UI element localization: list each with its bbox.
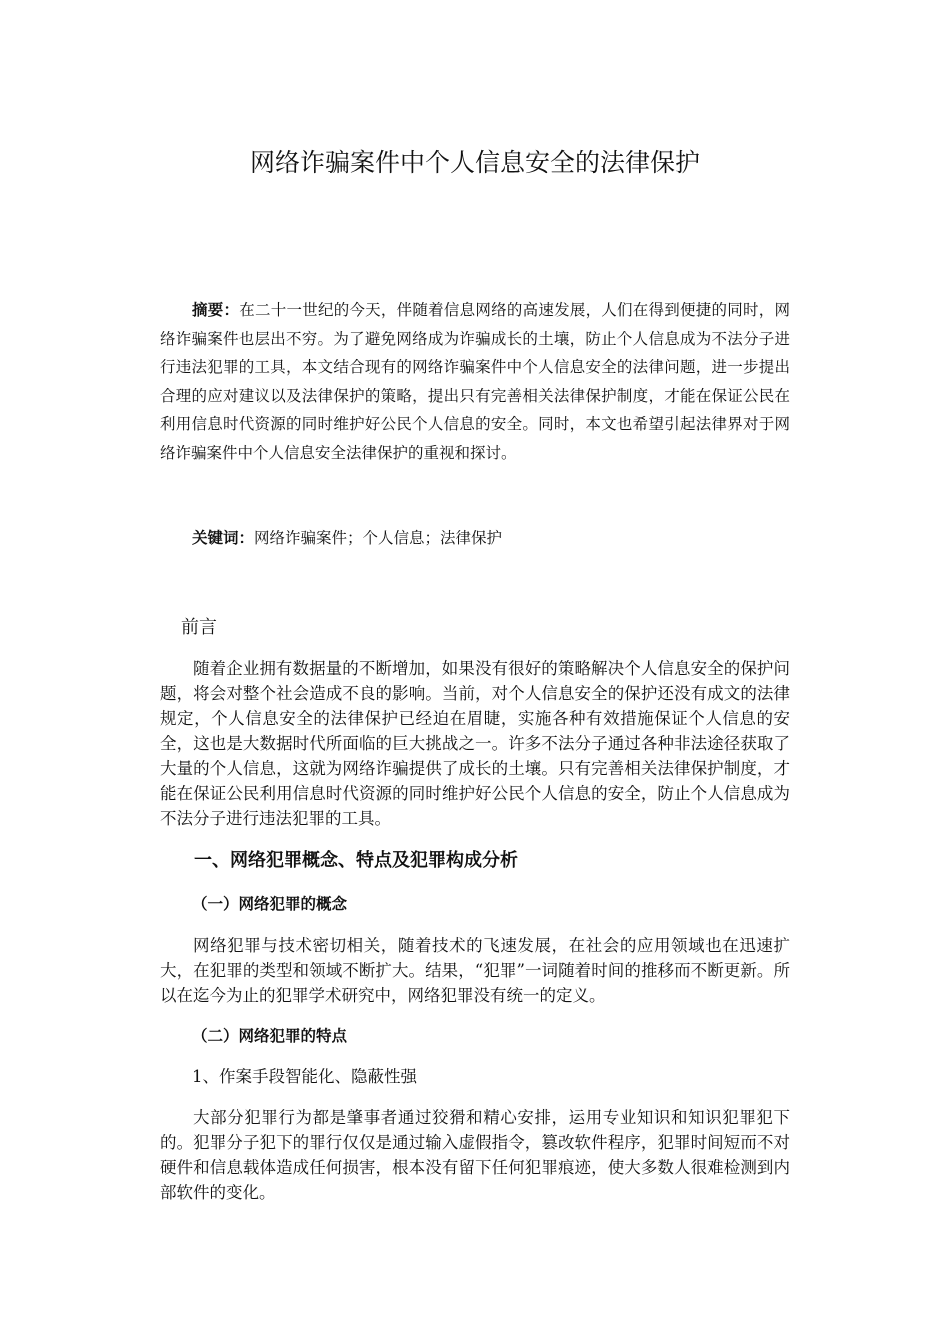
subsection-heading-features: （二）网络犯罪的特点: [192, 1027, 348, 1045]
preface-paragraph: 随着企业拥有数据量的不断增加，如果没有很好的策略解决个人信息安全的保护问题，将会对整个社会造成不良的影响。当前，对个人信息安全的保护还没有成文的法律规定，个人信息安全的法律保护已经迫在眉睫，实施各种有效措施保证个人信息的安全，这也是大数据时代所面临的巨大挑战之一。许多不法分子通过各种非法途径获取了大量的个人信息，这就为网络诈骗提供了成长的土壤。只有完善相关法律保护制度，才能在保证公民利用信息时代资源的同时维护好公民个人信息的安全，防止个人信息成为不法分子进行违法犯罪的工具。: [160, 659, 790, 828]
keywords-text: 网络诈骗案件；个人信息；法律保护: [254, 529, 503, 547]
keywords-line: [192, 524, 792, 552]
concept-paragraph: 网络犯罪与技术密切相关，随着技术的飞速发展，在社会的应用领域也在迅速扩大，在犯罪的类型和领域不断扩大。结果，“犯罪”一词随着时间的推移而不断更新。所以在迄今为止的犯罪学术研究中，网络犯罪没有统一的定义。: [160, 936, 790, 1005]
paper-title: 网络诈骗案件中个人信息安全的法律保护: [249, 148, 700, 177]
keywords-label: 关键词：: [192, 529, 255, 547]
abstract-text: 在二十一世纪的今天，伴随着信息网络的高速发展，人们在得到便捷的同时，网络诈骗案件也层出不穷。为了避免网络成为诈骗成长的土壤，防止个人信息成为不法分子进行违法犯罪的工具，本文结合现有的网络诈骗案件中个人信息安全的法律问题，进一步提出合理的应对建议以及法律保护的策略，提出只有完善相关法律保护制度，才能在保证公民在利用信息时代资源的同时维护好公民个人信息的安全。同时，本文也希望引起法律界对于网络诈骗案件中个人信息安全法律保护的重视和探讨。: [160, 301, 790, 462]
subsection-heading-concept: （一）网络犯罪的概念: [192, 895, 348, 913]
abstract-label: 摘要：: [192, 301, 240, 319]
point-1-paragraph: 大部分犯罪行为都是肇事者通过狡猾和精心安排，运用专业知识和知识犯罪犯下的。犯罪分子犯下的罪行仅仅是通过输入虚假指令，篡改软件程序，犯罪时间短而不对硬件和信息载体造成任何损害，根本没有留下任何犯罪痕迹，使大多数人很难检测到内部软件的变化。: [160, 1108, 790, 1202]
preface-heading: 前言: [181, 617, 217, 638]
point-heading-1: 1、作案手段智能化、隐蔽性强: [192, 1067, 417, 1086]
abstract-paragraph: [160, 296, 790, 467]
section-heading-1: 一、网络犯罪概念、特点及犯罪构成分析: [194, 850, 518, 871]
